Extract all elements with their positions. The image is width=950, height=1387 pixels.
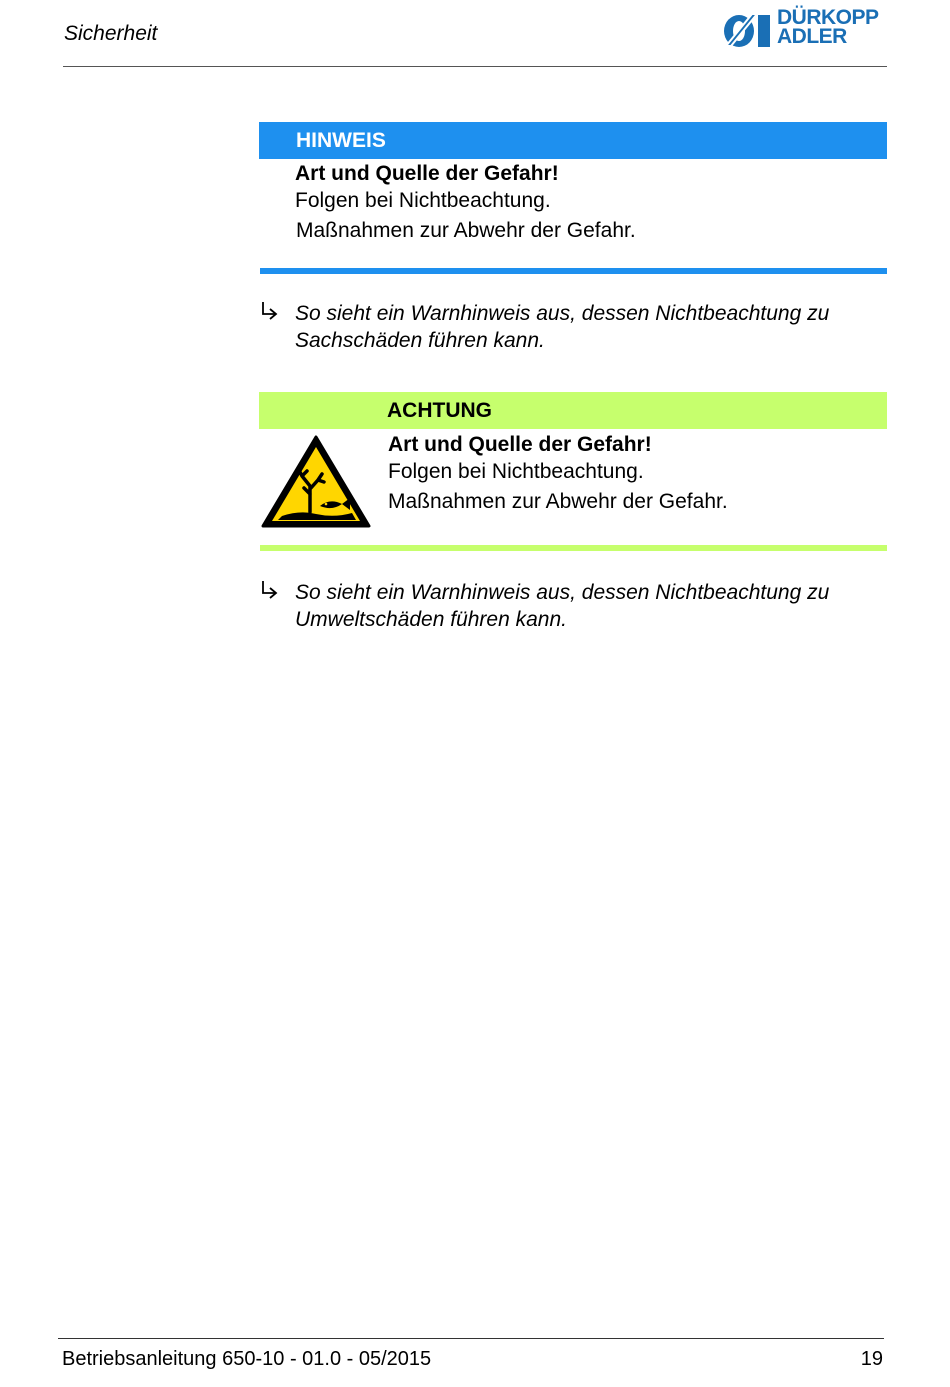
brand-logo	[722, 6, 892, 52]
footer-divider	[58, 1338, 884, 1339]
logo-line-2: ADLER	[777, 25, 847, 48]
notice-hinweis-label: HINWEIS	[259, 122, 887, 159]
notice-achtung-consequences: Folgen bei Nichtbeachtung.	[388, 460, 644, 483]
logo-mark-icon	[722, 10, 772, 50]
footer-document-info: Betriebsanleitung 650-10 - 01.0 - 05/2015	[62, 1348, 432, 1370]
page-header-title: Sicherheit	[64, 22, 158, 45]
hint-first-line-2: Sachschäden führen kann.	[295, 329, 545, 352]
logo-text	[777, 8, 879, 46]
hint-second-line-2: Umweltschäden führen kann.	[295, 608, 567, 631]
notice-achtung-bottom-bar	[260, 545, 887, 551]
notice-hinweis-bottom-bar	[260, 268, 887, 274]
notice-hinweis-consequences: Folgen bei Nichtbeachtung.	[295, 189, 551, 212]
notice-hinweis-source: Art und Quelle der Gefahr!	[295, 162, 559, 185]
logo-line-1: DÜRKOPP	[777, 6, 879, 29]
notice-achtung-measures: Maßnahmen zur Abwehr der Gefahr.	[388, 490, 728, 513]
notice-achtung	[259, 392, 887, 513]
hint-arrow-icon	[259, 300, 279, 322]
footer-page-number: 19	[860, 1348, 883, 1370]
hint-second-line-1: So sieht ein Warnhinweis aus, dessen Nichtbeachtung zu	[295, 581, 830, 604]
header-divider	[63, 66, 887, 67]
environment-hazard-icon	[260, 434, 372, 530]
hint-arrow-icon	[259, 579, 279, 601]
notice-achtung-label: ACHTUNG	[259, 392, 887, 429]
notice-hinweis	[259, 122, 887, 242]
notice-achtung-source: Art und Quelle der Gefahr!	[388, 433, 652, 456]
notice-hinweis-measures: Maßnahmen zur Abwehr der Gefahr.	[296, 219, 636, 242]
hint-first-line-1: So sieht ein Warnhinweis aus, dessen Nichtbeachtung zu	[295, 302, 830, 325]
